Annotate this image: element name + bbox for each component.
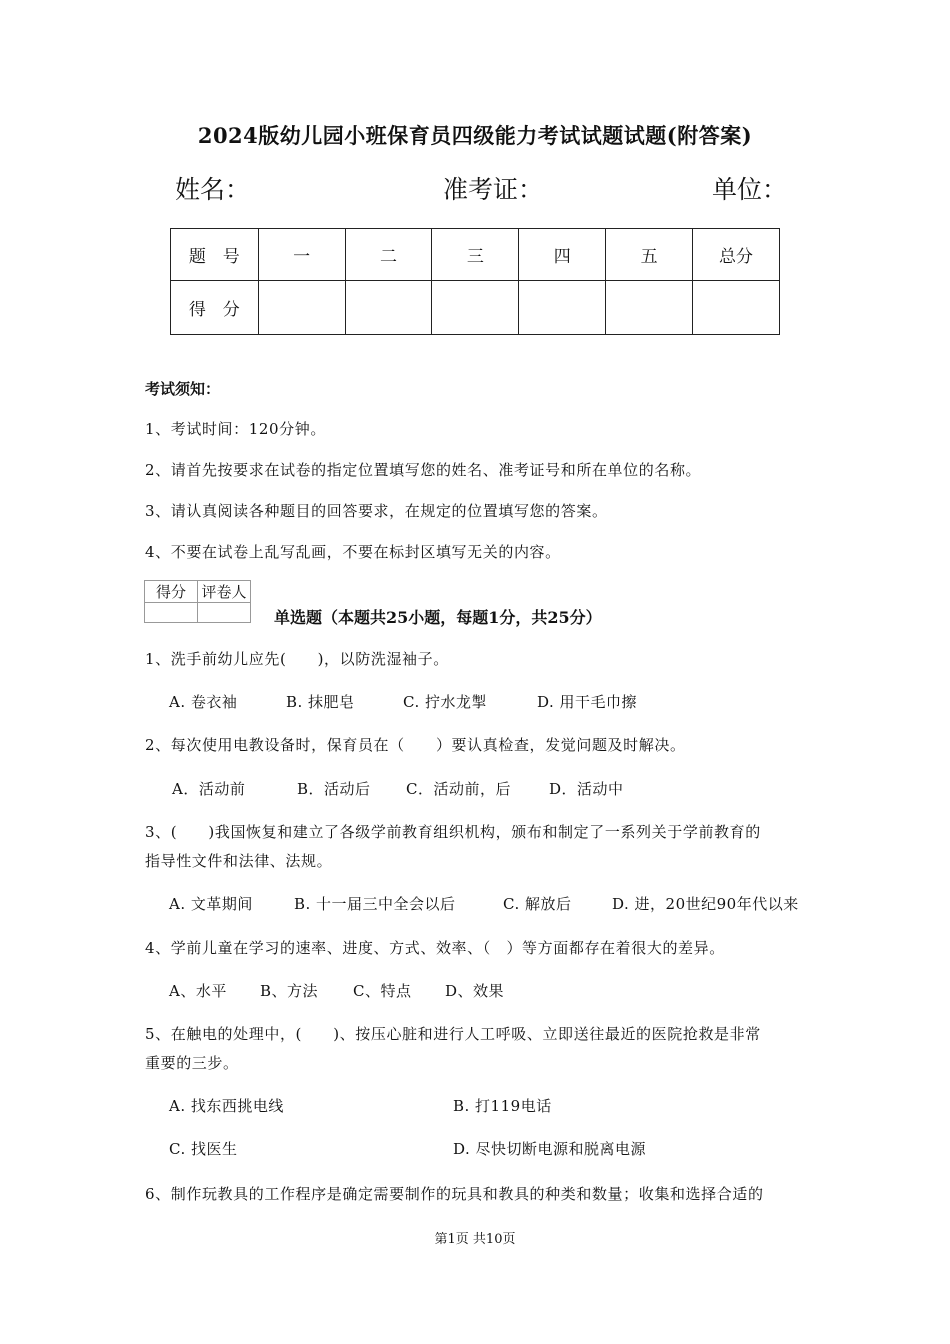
notice-item: 3、请认真阅读各种题目的回答要求，在规定的位置填写您的答案。 <box>145 502 608 520</box>
score-table-header-cell: 一 <box>258 229 345 281</box>
unit-field-label: 单位： <box>712 175 788 204</box>
question-3: 3、( )我国恢复和建立了各级学前教育组织机构，颁布和制定了一系列关于学前教育的 <box>145 823 761 841</box>
score-table-header-cell: 三 <box>432 229 519 281</box>
exam-number-field-label: 准考证： <box>443 175 544 204</box>
grader-score-label: 得分 <box>145 581 198 603</box>
notice-item: 2、请首先按要求在试卷的指定位置填写您的姓名、准考证号和所在单位的名称。 <box>145 461 702 479</box>
question-5: 5、在触电的处理中，( )、按压心脏和进行人工呼吸、立即送往最近的医院抢救是非常 <box>145 1025 761 1043</box>
option-c: C. 拧水龙掣 <box>403 693 487 711</box>
score-table-header-cell: 总分 <box>693 229 780 281</box>
question-4: 4、学前儿童在学习的速率、进度、方式、效率、（ ）等方面都存在着很大的差异。 <box>145 939 725 957</box>
score-cell[interactable] <box>258 281 345 335</box>
score-cell[interactable] <box>519 281 606 335</box>
option-c: C、特点 <box>353 982 412 1000</box>
question-3-continued: 指导性文件和法律、法规。 <box>145 852 333 870</box>
notice-heading: 考试须知： <box>145 380 221 398</box>
section-title: 单选题（本题共25小题，每题1分，共25分） <box>274 608 602 627</box>
grader-reviewer-cell[interactable] <box>198 603 251 623</box>
option-a: A. 文革期间 <box>169 895 253 913</box>
question-2: 2、每次使用电教设备时，保育员在（ ）要认真检查，发觉问题及时解决。 <box>145 736 686 754</box>
option-b: B. 抹肥皂 <box>286 693 355 711</box>
score-table-score-row <box>171 281 780 335</box>
option-d: D. 尽快切断电源和脱离电源 <box>453 1140 647 1158</box>
page-footer: 第1页 共10页 <box>434 1232 516 1247</box>
grader-reviewer-label: 评卷人 <box>198 581 251 603</box>
page-title: 2024版幼儿园小班保育员四级能力考试试题试题(附答案) <box>197 123 753 148</box>
option-b: B、方法 <box>260 982 319 1000</box>
score-table-header-cell: 二 <box>345 229 432 281</box>
option-d: D．活动中 <box>549 780 624 798</box>
option-c: C. 找医生 <box>169 1140 238 1158</box>
score-cell[interactable] <box>345 281 432 335</box>
score-table-header-row <box>171 229 780 281</box>
option-b: B. 十一届三中全会以后 <box>294 895 456 913</box>
grader-box <box>144 580 251 623</box>
option-c: C. 解放后 <box>503 895 572 913</box>
name-field-label: 姓名： <box>175 175 251 204</box>
notice-item: 1、考试时间：120分钟。 <box>145 420 326 438</box>
question-6: 6、制作玩教具的工作程序是确定需要制作的玩具和教具的种类和数量；收集和选择合适的 <box>145 1185 764 1203</box>
option-d: D. 用干毛巾擦 <box>537 693 638 711</box>
score-cell[interactable] <box>693 281 780 335</box>
question-5-continued: 重要的三步。 <box>145 1054 239 1072</box>
score-cell[interactable] <box>432 281 519 335</box>
option-a: A. 找东西挑电线 <box>169 1097 284 1115</box>
question-1: 1、洗手前幼儿应先( )，以防洗湿袖子。 <box>145 650 449 668</box>
score-cell[interactable] <box>606 281 693 335</box>
option-c: C．活动前，后 <box>406 780 511 798</box>
option-a: A．活动前 <box>172 780 246 798</box>
score-table <box>170 228 780 335</box>
option-d: D、效果 <box>445 982 505 1000</box>
option-b: B. 打119电话 <box>453 1097 552 1115</box>
score-table-header-cell: 题 号 <box>171 229 259 281</box>
score-table-header-cell: 五 <box>606 229 693 281</box>
grader-score-cell[interactable] <box>145 603 198 623</box>
notice-item: 4、不要在试卷上乱写乱画，不要在标封区填写无关的内容。 <box>145 543 561 561</box>
option-a: A. 卷衣袖 <box>169 693 238 711</box>
score-table-header-cell: 四 <box>519 229 606 281</box>
option-d: D. 进，20世纪90年代以来 <box>612 895 799 913</box>
option-a: A、水平 <box>169 982 227 1000</box>
option-b: B．活动后 <box>297 780 371 798</box>
score-table-row-label: 得 分 <box>171 281 259 335</box>
